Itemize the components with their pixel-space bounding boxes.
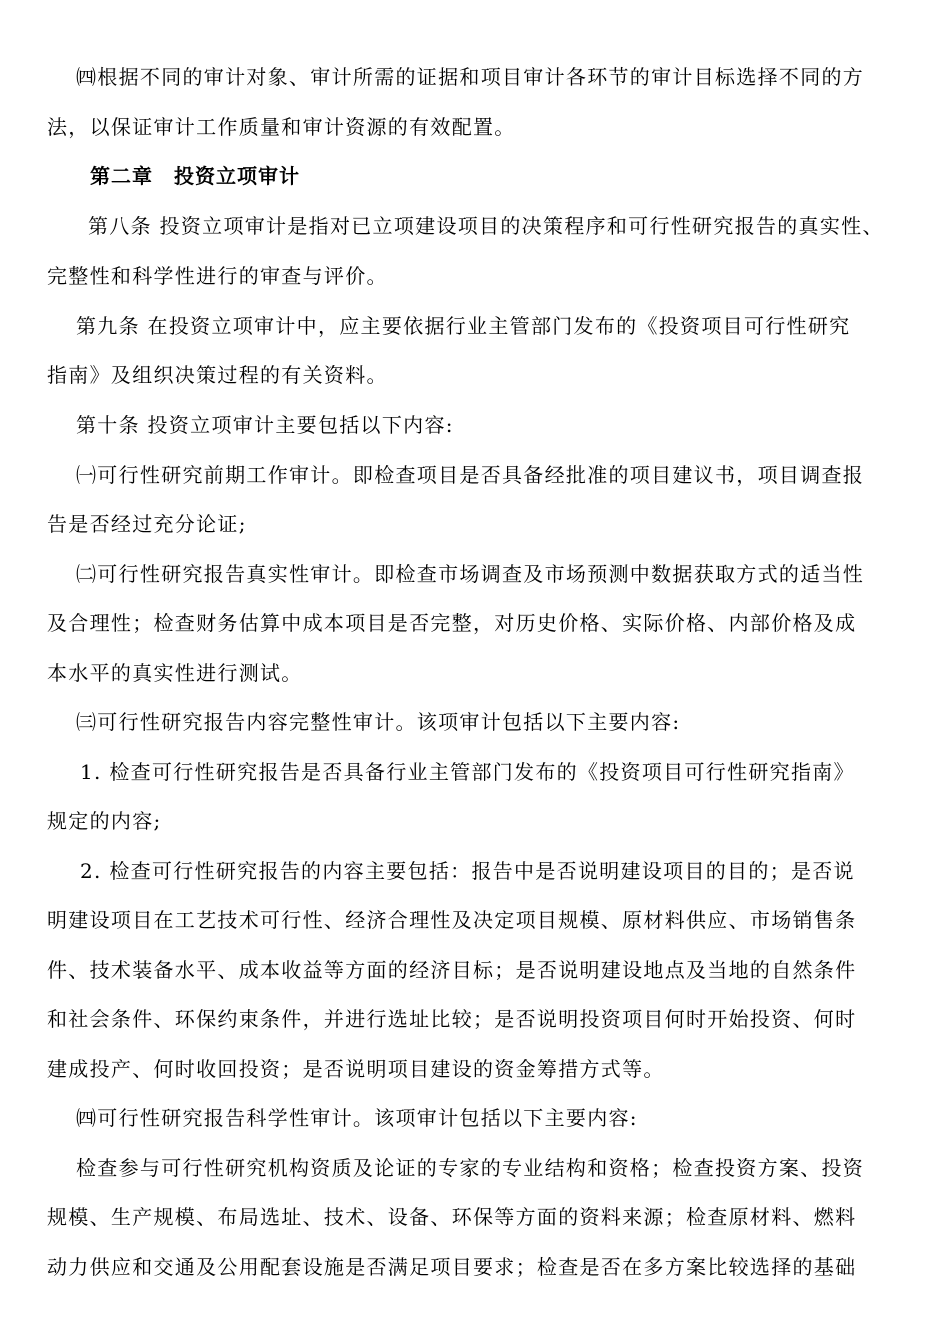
- paragraph-line: ㈡可行性研究报告真实性审计。即检查市场调查及市场预测中数据获取方式的适当性: [76, 562, 865, 586]
- paragraph-line: 及合理性；检查财务估算中成本项目是否完整，对历史价格、实际价格、内部价格及成: [47, 611, 857, 635]
- paragraph-line: 件、技术装备水平、成本收益等方面的经济目标；是否说明建设地点及当地的自然条件: [47, 958, 857, 982]
- paragraph-line: 动力供应和交通及公用配套设施是否满足项目要求；检查是否在多方案比较选择的基础: [47, 1255, 857, 1279]
- paragraph-line: 2. 检查可行性研究报告的内容主要包括：报告中是否说明建设项目的目的；是否说: [80, 859, 855, 883]
- paragraph-line: ㈣根据不同的审计对象、审计所需的证据和项目审计各环节的审计目标选择不同的方: [76, 65, 865, 89]
- paragraph-line: 第九条 在投资立项审计中，应主要依据行业主管部门发布的《投资项目可行性研究: [76, 314, 851, 338]
- paragraph-line: 规定的内容;: [47, 809, 162, 833]
- paragraph-line: 1. 检查可行性研究报告是否具备行业主管部门发布的《投资项目可行性研究指南》: [80, 760, 855, 784]
- paragraph-line: ㈢可行性研究报告内容完整性审计。该项审计包括以下主要内容:: [76, 710, 681, 734]
- paragraph-line: 法，以保证审计工作质量和审计资源的有效配置。: [47, 115, 516, 139]
- paragraph-line: 指南》及组织决策过程的有关资料。: [47, 363, 388, 387]
- paragraph-line: 建成投产、何时收回投资；是否说明项目建设的资金筹措方式等。: [47, 1057, 665, 1081]
- chapter-heading: 第二章 投资立项审计: [90, 164, 300, 188]
- paragraph-line: 第十条 投资立项审计主要包括以下内容:: [76, 413, 454, 437]
- paragraph-line: 明建设项目在工艺技术可行性、经济合理性及决定项目规模、原材料供应、市场销售条: [47, 908, 857, 932]
- paragraph-line: ㈠可行性研究前期工作审计。即检查项目是否具备经批准的项目建议书，项目调查报: [76, 463, 865, 487]
- paragraph-line: 第八条 投资立项审计是指对已立项建设项目的决策程序和可行性研究报告的真实性、: [88, 214, 884, 238]
- paragraph-line: 和社会条件、环保约束条件，并进行选址比较；是否说明投资项目何时开始投资、何时: [47, 1007, 857, 1031]
- paragraph-line: 完整性和科学性进行的审查与评价。: [47, 264, 388, 288]
- paragraph-line: 告是否经过充分论证;: [47, 512, 247, 536]
- paragraph-line: 本水平的真实性进行测试。: [47, 661, 303, 685]
- paragraph-line: 规模、生产规模、布局选址、技术、设备、环保等方面的资料来源；检查原材料、燃料: [47, 1205, 857, 1229]
- paragraph-line: 检查参与可行性研究机构资质及论证的专家的专业结构和资格；检查投资方案、投资: [76, 1156, 865, 1180]
- paragraph-line: ㈣可行性研究报告科学性审计。该项审计包括以下主要内容:: [76, 1106, 638, 1130]
